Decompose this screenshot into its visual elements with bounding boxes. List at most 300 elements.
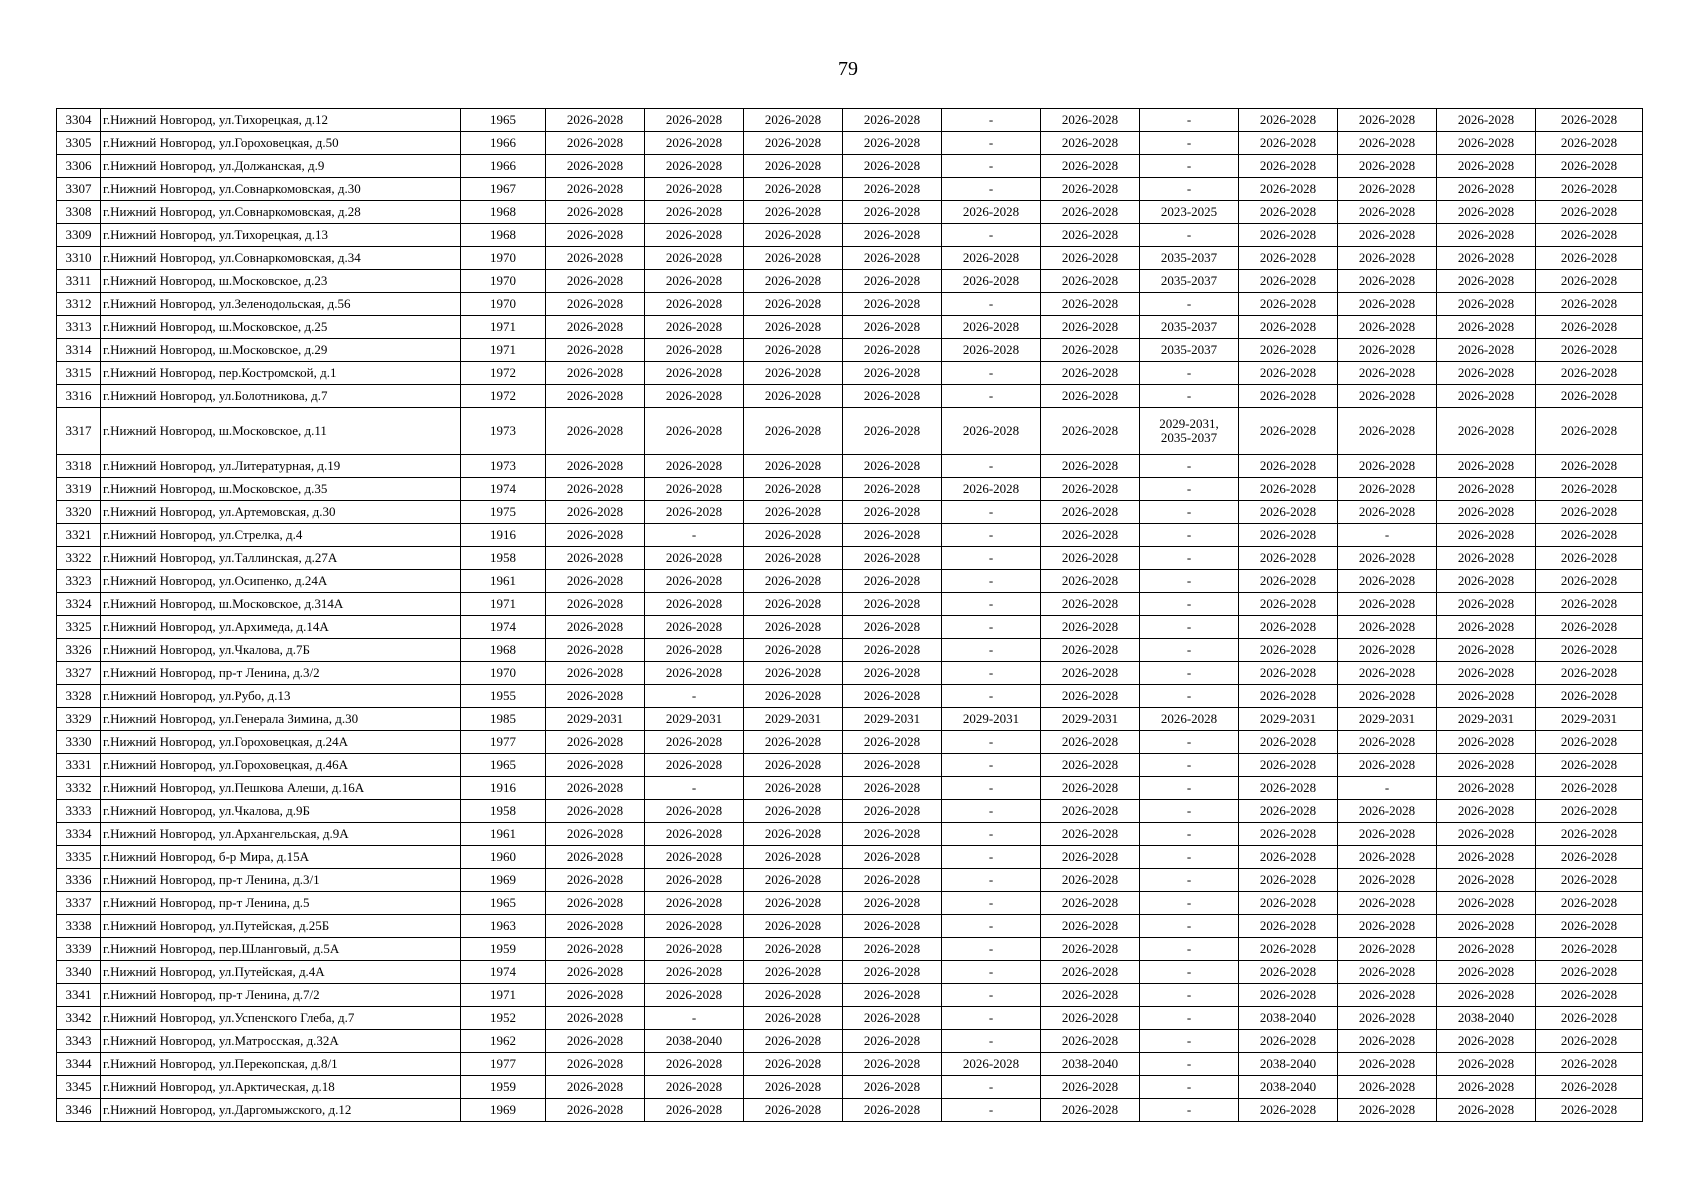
work-period-cell-1: 2026-2028 — [546, 1076, 645, 1099]
work-period-cell-9: 2026-2028 — [1338, 800, 1437, 823]
work-period-cell-4: 2026-2028 — [843, 662, 942, 685]
year-built-cell: 1961 — [461, 570, 546, 593]
work-period-cell-10: 2026-2028 — [1437, 1099, 1536, 1122]
work-period-cell-7: - — [1140, 362, 1239, 385]
work-period-cell-9: 2026-2028 — [1338, 1030, 1437, 1053]
address-cell: г.Нижний Новгород, ул.Архимеда, д.14А — [101, 616, 461, 639]
work-period-cell-9: 2026-2028 — [1338, 593, 1437, 616]
work-period-cell-11: 2026-2028 — [1536, 1007, 1643, 1030]
work-period-cell-5: - — [942, 1030, 1041, 1053]
work-period-cell-8: 2026-2028 — [1239, 731, 1338, 754]
work-period-cell-10: 2026-2028 — [1437, 109, 1536, 132]
work-period-cell-11: 2026-2028 — [1536, 385, 1643, 408]
work-period-cell-6: 2026-2028 — [1041, 938, 1140, 961]
row-number-cell: 3305 — [57, 132, 101, 155]
work-period-cell-7: - — [1140, 777, 1239, 800]
work-period-cell-11: 2026-2028 — [1536, 247, 1643, 270]
table-row — [57, 662, 1643, 685]
year-built-cell: 1962 — [461, 1030, 546, 1053]
work-period-cell-5: - — [942, 731, 1041, 754]
work-period-cell-3: 2026-2028 — [744, 362, 843, 385]
work-period-cell-8: 2026-2028 — [1239, 270, 1338, 293]
year-built-cell: 1971 — [461, 593, 546, 616]
work-period-cell-3: 2026-2028 — [744, 639, 843, 662]
work-period-cell-2: 2026-2028 — [645, 1053, 744, 1076]
year-built-cell: 1961 — [461, 823, 546, 846]
work-period-cell-7: - — [1140, 869, 1239, 892]
row-number-cell: 3320 — [57, 501, 101, 524]
address-cell: г.Нижний Новгород, ул.Совнаркомовская, д.30 — [101, 178, 461, 201]
row-number-cell: 3341 — [57, 984, 101, 1007]
table-row — [57, 639, 1643, 662]
work-period-cell-7: - — [1140, 938, 1239, 961]
work-period-cell-7: 2035-2037 — [1140, 316, 1239, 339]
work-period-cell-5: - — [942, 524, 1041, 547]
work-period-cell-4: 2026-2028 — [843, 385, 942, 408]
work-period-cell-8: 2026-2028 — [1239, 984, 1338, 1007]
year-built-cell: 1969 — [461, 1099, 546, 1122]
work-period-cell-1: 2026-2028 — [546, 754, 645, 777]
work-period-cell-7: - — [1140, 639, 1239, 662]
work-period-cell-6: 2038-2040 — [1041, 1053, 1140, 1076]
work-period-cell-5: - — [942, 109, 1041, 132]
work-period-cell-6: 2026-2028 — [1041, 201, 1140, 224]
work-period-cell-7: - — [1140, 662, 1239, 685]
address-cell: г.Нижний Новгород, пер.Костромской, д.1 — [101, 362, 461, 385]
work-period-cell-9: 2026-2028 — [1338, 178, 1437, 201]
table-row — [57, 685, 1643, 708]
work-period-cell-6: 2026-2028 — [1041, 823, 1140, 846]
work-period-cell-3: 2026-2028 — [744, 247, 843, 270]
work-period-cell-9: 2026-2028 — [1338, 455, 1437, 478]
row-number-cell: 3323 — [57, 570, 101, 593]
work-period-cell-2: 2026-2028 — [645, 938, 744, 961]
work-period-cell-2: 2026-2028 — [645, 731, 744, 754]
year-built-cell: 1972 — [461, 362, 546, 385]
work-period-cell-11: 2026-2028 — [1536, 846, 1643, 869]
work-period-cell-3: 2026-2028 — [744, 408, 843, 455]
work-period-cell-5: 2026-2028 — [942, 478, 1041, 501]
work-period-cell-9: 2026-2028 — [1338, 869, 1437, 892]
work-period-cell-11: 2026-2028 — [1536, 270, 1643, 293]
work-period-cell-4: 2026-2028 — [843, 1076, 942, 1099]
work-period-cell-8: 2026-2028 — [1239, 339, 1338, 362]
row-number-cell: 3332 — [57, 777, 101, 800]
work-period-cell-11: 2026-2028 — [1536, 524, 1643, 547]
work-period-cell-9: - — [1338, 524, 1437, 547]
work-period-cell-2: 2026-2028 — [645, 616, 744, 639]
work-period-cell-5: - — [942, 455, 1041, 478]
work-period-cell-7: 2035-2037 — [1140, 247, 1239, 270]
work-period-cell-10: 2026-2028 — [1437, 823, 1536, 846]
work-period-cell-2: 2026-2028 — [645, 1076, 744, 1099]
work-period-cell-5: - — [942, 547, 1041, 570]
work-period-cell-7: 2035-2037 — [1140, 270, 1239, 293]
work-period-cell-8: 2026-2028 — [1239, 201, 1338, 224]
work-period-cell-5: - — [942, 293, 1041, 316]
work-period-cell-3: 2026-2028 — [744, 132, 843, 155]
work-period-cell-11: 2026-2028 — [1536, 662, 1643, 685]
year-built-cell: 1973 — [461, 408, 546, 455]
work-period-cell-9: 2029-2031 — [1338, 708, 1437, 731]
work-period-cell-5: - — [942, 823, 1041, 846]
address-cell: г.Нижний Новгород, ул.Совнаркомовская, д.34 — [101, 247, 461, 270]
work-period-cell-10: 2026-2028 — [1437, 455, 1536, 478]
address-cell: г.Нижний Новгород, ш.Московское, д.11 — [101, 408, 461, 455]
work-period-cell-6: 2026-2028 — [1041, 593, 1140, 616]
work-period-cell-4: 2026-2028 — [843, 455, 942, 478]
work-period-cell-9: 2026-2028 — [1338, 846, 1437, 869]
work-period-cell-10: 2026-2028 — [1437, 247, 1536, 270]
work-period-cell-10: 2026-2028 — [1437, 224, 1536, 247]
work-period-cell-7: - — [1140, 616, 1239, 639]
work-period-cell-7: - — [1140, 547, 1239, 570]
work-period-cell-8: 2026-2028 — [1239, 777, 1338, 800]
table-row — [57, 362, 1643, 385]
work-period-cell-1: 2026-2028 — [546, 593, 645, 616]
work-period-cell-6: 2026-2028 — [1041, 639, 1140, 662]
work-period-cell-4: 2026-2028 — [843, 316, 942, 339]
work-period-cell-1: 2026-2028 — [546, 846, 645, 869]
work-period-cell-6: 2026-2028 — [1041, 777, 1140, 800]
work-period-cell-2: 2026-2028 — [645, 501, 744, 524]
work-period-cell-10: 2026-2028 — [1437, 478, 1536, 501]
work-period-cell-7: - — [1140, 570, 1239, 593]
work-period-cell-6: 2026-2028 — [1041, 846, 1140, 869]
work-period-cell-8: 2026-2028 — [1239, 639, 1338, 662]
work-period-cell-3: 2026-2028 — [744, 662, 843, 685]
work-period-cell-2: 2026-2028 — [645, 270, 744, 293]
work-period-cell-10: 2026-2028 — [1437, 155, 1536, 178]
work-period-cell-5: - — [942, 1007, 1041, 1030]
year-built-cell: 1969 — [461, 869, 546, 892]
work-period-cell-9: 2026-2028 — [1338, 501, 1437, 524]
work-period-cell-5: - — [942, 616, 1041, 639]
address-cell: г.Нижний Новгород, ш.Московское, д.35 — [101, 478, 461, 501]
work-period-cell-6: 2026-2028 — [1041, 1076, 1140, 1099]
work-period-cell-10: 2026-2028 — [1437, 685, 1536, 708]
row-number-cell: 3310 — [57, 247, 101, 270]
work-period-cell-7: - — [1140, 915, 1239, 938]
year-built-cell: 1970 — [461, 270, 546, 293]
work-period-cell-4: 2026-2028 — [843, 593, 942, 616]
work-period-cell-4: 2026-2028 — [843, 524, 942, 547]
work-period-cell-3: 2026-2028 — [744, 524, 843, 547]
table-row — [57, 385, 1643, 408]
work-period-cell-6: 2026-2028 — [1041, 915, 1140, 938]
address-cell: г.Нижний Новгород, ул.Путейская, д.25Б — [101, 915, 461, 938]
work-period-cell-3: 2026-2028 — [744, 339, 843, 362]
work-period-cell-9: 2026-2028 — [1338, 478, 1437, 501]
work-period-cell-1: 2026-2028 — [546, 800, 645, 823]
work-period-cell-1: 2026-2028 — [546, 524, 645, 547]
row-number-cell: 3312 — [57, 293, 101, 316]
work-period-cell-5: 2026-2028 — [942, 270, 1041, 293]
row-number-cell: 3339 — [57, 938, 101, 961]
row-number-cell: 3342 — [57, 1007, 101, 1030]
work-period-cell-10: 2026-2028 — [1437, 731, 1536, 754]
work-period-cell-8: 2026-2028 — [1239, 478, 1338, 501]
year-built-cell: 1965 — [461, 109, 546, 132]
work-period-cell-9: 2026-2028 — [1338, 247, 1437, 270]
address-cell: г.Нижний Новгород, ул.Рубо, д.13 — [101, 685, 461, 708]
work-period-cell-3: 2026-2028 — [744, 593, 843, 616]
work-period-cell-7: - — [1140, 501, 1239, 524]
work-period-cell-10: 2026-2028 — [1437, 570, 1536, 593]
work-period-cell-4: 2026-2028 — [843, 570, 942, 593]
work-period-cell-1: 2026-2028 — [546, 247, 645, 270]
work-period-cell-6: 2026-2028 — [1041, 385, 1140, 408]
work-period-cell-4: 2026-2028 — [843, 639, 942, 662]
work-period-cell-10: 2026-2028 — [1437, 639, 1536, 662]
work-period-cell-3: 2026-2028 — [744, 1076, 843, 1099]
work-period-cell-1: 2026-2028 — [546, 501, 645, 524]
row-number-cell: 3319 — [57, 478, 101, 501]
page-number: 79 — [838, 58, 858, 80]
address-cell: г.Нижний Новгород, ш.Московское, д.23 — [101, 270, 461, 293]
work-period-cell-2: - — [645, 777, 744, 800]
work-period-cell-1: 2026-2028 — [546, 1099, 645, 1122]
work-period-cell-7: - — [1140, 455, 1239, 478]
address-cell: г.Нижний Новгород, ул.Артемовская, д.30 — [101, 501, 461, 524]
work-period-cell-6: 2026-2028 — [1041, 132, 1140, 155]
work-period-cell-8: 2026-2028 — [1239, 823, 1338, 846]
year-built-cell: 1974 — [461, 478, 546, 501]
year-built-cell: 1963 — [461, 915, 546, 938]
address-cell: г.Нижний Новгород, пр-т Ленина, д.7/2 — [101, 984, 461, 1007]
work-period-cell-5: 2026-2028 — [942, 339, 1041, 362]
work-period-cell-3: 2026-2028 — [744, 984, 843, 1007]
work-period-cell-4: 2026-2028 — [843, 178, 942, 201]
work-period-cell-10: 2026-2028 — [1437, 362, 1536, 385]
work-period-cell-2: 2026-2028 — [645, 915, 744, 938]
work-period-cell-4: 2026-2028 — [843, 1007, 942, 1030]
work-period-cell-1: 2026-2028 — [546, 547, 645, 570]
work-period-cell-11: 2026-2028 — [1536, 570, 1643, 593]
work-period-cell-6: 2026-2028 — [1041, 547, 1140, 570]
row-number-cell: 3325 — [57, 616, 101, 639]
work-period-cell-9: 2026-2028 — [1338, 408, 1437, 455]
work-period-cell-11: 2029-2031 — [1536, 708, 1643, 731]
row-number-cell: 3345 — [57, 1076, 101, 1099]
address-cell: г.Нижний Новгород, ул.Генерала Зимина, д.30 — [101, 708, 461, 731]
work-period-cell-8: 2038-2040 — [1239, 1076, 1338, 1099]
work-period-cell-6: 2026-2028 — [1041, 408, 1140, 455]
work-period-cell-2: 2026-2028 — [645, 869, 744, 892]
work-period-cell-1: 2026-2028 — [546, 892, 645, 915]
row-number-cell: 3322 — [57, 547, 101, 570]
work-period-cell-6: 2026-2028 — [1041, 178, 1140, 201]
table-row — [57, 754, 1643, 777]
work-period-cell-7: 2035-2037 — [1140, 339, 1239, 362]
table-row — [57, 892, 1643, 915]
work-period-cell-3: 2026-2028 — [744, 823, 843, 846]
work-period-cell-3: 2026-2028 — [744, 155, 843, 178]
work-period-cell-7: - — [1140, 1053, 1239, 1076]
work-period-cell-7: - — [1140, 1007, 1239, 1030]
table-row — [57, 938, 1643, 961]
work-period-cell-8: 2026-2028 — [1239, 662, 1338, 685]
work-period-cell-5: - — [942, 662, 1041, 685]
work-period-cell-6: 2026-2028 — [1041, 685, 1140, 708]
work-period-cell-3: 2026-2028 — [744, 938, 843, 961]
work-period-cell-2: 2026-2028 — [645, 547, 744, 570]
work-period-cell-1: 2026-2028 — [546, 915, 645, 938]
work-period-cell-5: - — [942, 132, 1041, 155]
work-period-cell-2: 2026-2028 — [645, 662, 744, 685]
work-period-cell-10: 2026-2028 — [1437, 846, 1536, 869]
work-period-cell-1: 2026-2028 — [546, 178, 645, 201]
work-period-cell-2: 2026-2028 — [645, 892, 744, 915]
year-built-cell: 1967 — [461, 178, 546, 201]
work-period-cell-5: - — [942, 385, 1041, 408]
table-row — [57, 501, 1643, 524]
work-period-cell-9: 2026-2028 — [1338, 823, 1437, 846]
work-period-cell-6: 2026-2028 — [1041, 455, 1140, 478]
work-period-cell-11: 2026-2028 — [1536, 1030, 1643, 1053]
work-period-cell-4: 2026-2028 — [843, 270, 942, 293]
work-period-cell-3: 2026-2028 — [744, 869, 843, 892]
work-period-cell-2: 2026-2028 — [645, 800, 744, 823]
work-period-cell-6: 2026-2028 — [1041, 662, 1140, 685]
table-row — [57, 616, 1643, 639]
year-built-cell: 1974 — [461, 961, 546, 984]
work-period-cell-6: 2026-2028 — [1041, 270, 1140, 293]
work-period-cell-10: 2026-2028 — [1437, 316, 1536, 339]
work-period-cell-3: 2026-2028 — [744, 800, 843, 823]
work-period-cell-9: 2026-2028 — [1338, 731, 1437, 754]
work-period-cell-5: - — [942, 777, 1041, 800]
address-cell: г.Нижний Новгород, ул.Чкалова, д.9Б — [101, 800, 461, 823]
table-row — [57, 1007, 1643, 1030]
work-period-cell-5: - — [942, 639, 1041, 662]
work-period-cell-5: - — [942, 869, 1041, 892]
work-period-cell-7: - — [1140, 155, 1239, 178]
work-period-cell-4: 2026-2028 — [843, 224, 942, 247]
work-period-cell-6: 2026-2028 — [1041, 247, 1140, 270]
work-period-cell-5: - — [942, 754, 1041, 777]
work-period-cell-11: 2026-2028 — [1536, 178, 1643, 201]
work-period-cell-9: 2026-2028 — [1338, 132, 1437, 155]
work-period-cell-9: 2026-2028 — [1338, 339, 1437, 362]
table-row — [57, 201, 1643, 224]
work-period-cell-1: 2026-2028 — [546, 132, 645, 155]
year-built-cell: 1968 — [461, 201, 546, 224]
work-period-cell-5: - — [942, 593, 1041, 616]
address-cell: г.Нижний Новгород, б-р Мира, д.15А — [101, 846, 461, 869]
work-period-cell-1: 2026-2028 — [546, 155, 645, 178]
work-period-cell-11: 2026-2028 — [1536, 362, 1643, 385]
work-period-cell-8: 2026-2028 — [1239, 869, 1338, 892]
work-period-cell-4: 2026-2028 — [843, 915, 942, 938]
work-period-cell-5: 2026-2028 — [942, 247, 1041, 270]
work-period-cell-11: 2026-2028 — [1536, 616, 1643, 639]
work-period-cell-11: 2026-2028 — [1536, 316, 1643, 339]
work-period-cell-9: 2026-2028 — [1338, 662, 1437, 685]
work-period-cell-8: 2026-2028 — [1239, 109, 1338, 132]
year-built-cell: 1965 — [461, 754, 546, 777]
row-number-cell: 3304 — [57, 109, 101, 132]
work-period-cell-10: 2026-2028 — [1437, 547, 1536, 570]
work-period-cell-5: 2026-2028 — [942, 408, 1041, 455]
year-built-cell: 1916 — [461, 777, 546, 800]
work-period-cell-4: 2026-2028 — [843, 892, 942, 915]
work-period-cell-3: 2026-2028 — [744, 915, 843, 938]
work-period-cell-1: 2026-2028 — [546, 616, 645, 639]
work-period-cell-8: 2026-2028 — [1239, 247, 1338, 270]
year-built-cell: 1955 — [461, 685, 546, 708]
work-period-cell-6: 2026-2028 — [1041, 155, 1140, 178]
work-period-cell-9: 2026-2028 — [1338, 616, 1437, 639]
work-period-cell-6: 2026-2028 — [1041, 293, 1140, 316]
row-number-cell: 3326 — [57, 639, 101, 662]
work-period-cell-11: 2026-2028 — [1536, 800, 1643, 823]
table-row — [57, 109, 1643, 132]
work-period-cell-7: - — [1140, 846, 1239, 869]
work-period-cell-8: 2026-2028 — [1239, 524, 1338, 547]
table-row — [57, 408, 1643, 455]
work-period-cell-2: - — [645, 524, 744, 547]
work-period-cell-2: 2026-2028 — [645, 570, 744, 593]
work-period-cell-10: 2026-2028 — [1437, 339, 1536, 362]
work-period-cell-7: - — [1140, 731, 1239, 754]
table-row — [57, 155, 1643, 178]
work-period-cell-7: - — [1140, 1099, 1239, 1122]
work-period-cell-1: 2026-2028 — [546, 961, 645, 984]
work-period-cell-1: 2026-2028 — [546, 984, 645, 1007]
work-period-cell-8: 2026-2028 — [1239, 178, 1338, 201]
work-period-cell-10: 2026-2028 — [1437, 132, 1536, 155]
year-built-cell: 1973 — [461, 455, 546, 478]
work-period-cell-8: 2026-2028 — [1239, 685, 1338, 708]
table-row — [57, 1030, 1643, 1053]
work-period-cell-11: 2026-2028 — [1536, 155, 1643, 178]
row-number-cell: 3321 — [57, 524, 101, 547]
year-built-cell: 1960 — [461, 846, 546, 869]
year-built-cell: 1966 — [461, 132, 546, 155]
work-period-cell-9: 2026-2028 — [1338, 293, 1437, 316]
address-cell: г.Нижний Новгород, ул.Гороховецкая, д.46А — [101, 754, 461, 777]
work-period-cell-9: 2026-2028 — [1338, 1099, 1437, 1122]
work-period-cell-7: - — [1140, 800, 1239, 823]
year-built-cell: 1985 — [461, 708, 546, 731]
work-period-cell-7: - — [1140, 754, 1239, 777]
work-period-cell-11: 2026-2028 — [1536, 984, 1643, 1007]
address-cell: г.Нижний Новгород, ул.Литературная, д.19 — [101, 455, 461, 478]
work-period-cell-4: 2026-2028 — [843, 1053, 942, 1076]
row-number-cell: 3327 — [57, 662, 101, 685]
year-built-cell: 1958 — [461, 547, 546, 570]
year-built-cell: 1970 — [461, 293, 546, 316]
work-period-cell-9: 2026-2028 — [1338, 1076, 1437, 1099]
row-number-cell: 3336 — [57, 869, 101, 892]
work-period-cell-1: 2026-2028 — [546, 823, 645, 846]
work-period-cell-7: - — [1140, 685, 1239, 708]
work-period-cell-8: 2026-2028 — [1239, 455, 1338, 478]
work-period-cell-1: 2026-2028 — [546, 224, 645, 247]
table-row — [57, 178, 1643, 201]
work-period-cell-9: 2026-2028 — [1338, 1053, 1437, 1076]
work-period-cell-8: 2026-2028 — [1239, 593, 1338, 616]
work-period-cell-10: 2026-2028 — [1437, 616, 1536, 639]
work-period-cell-11: 2026-2028 — [1536, 938, 1643, 961]
work-period-cell-10: 2026-2028 — [1437, 501, 1536, 524]
work-period-cell-2: 2026-2028 — [645, 362, 744, 385]
work-period-cell-11: 2026-2028 — [1536, 777, 1643, 800]
work-period-cell-7: - — [1140, 293, 1239, 316]
work-period-cell-8: 2026-2028 — [1239, 408, 1338, 455]
work-period-cell-2: 2026-2028 — [645, 593, 744, 616]
